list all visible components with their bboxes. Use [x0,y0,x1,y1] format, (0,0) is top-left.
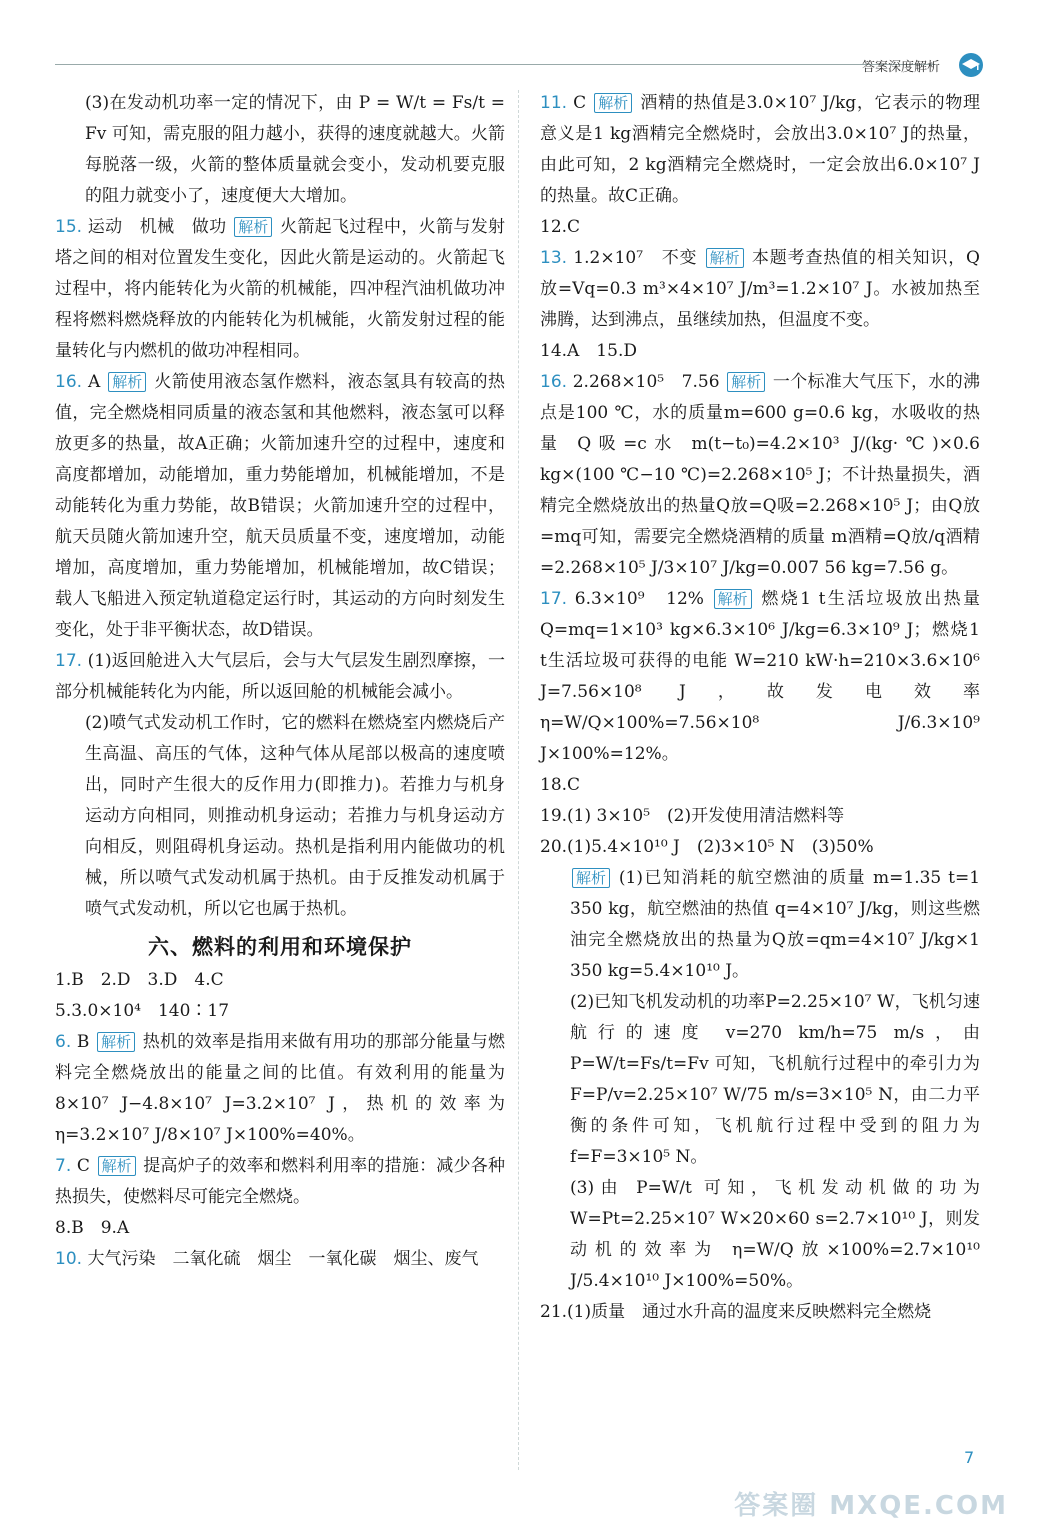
jiexi-tag: 解析 [108,372,146,392]
column-divider [518,90,519,1470]
jiexi-tag: 解析 [97,1032,135,1052]
answer-7: 7. C 解析 提高炉子的效率和燃料利用率的措施：减少各种热损失，使燃料尽可能完全燃烧。 [55,1156,506,1207]
answer-20: 20.(1)5.4×10¹⁰ J (2)3×10⁵ N (3)50% [540,837,874,857]
answers-8-9: 8.B 9.A [55,1218,130,1238]
watermark-logo: 答案圈 MXQE.COM [734,1491,1008,1521]
jiexi-tag: 解析 [706,248,744,268]
left-column [55,88,505,1275]
answer-11: 11. C 解析 酒精的热值是3.0×10⁷ J/kg，它表示的物理意义是1 kg酒精完全燃烧时，会放出3.0×10⁷ J的热量，由此可知，2 kg酒精完全燃烧时，一定会放出6.0×10⁷ J的热量。故C正确。 [540,93,981,206]
answer-12: 12.C [540,217,581,237]
right-column [540,88,980,1328]
section-title: 六、燃料的利用和环境保护 [148,935,412,959]
answers-14-15: 14.A 15.D [540,341,637,361]
jiexi-tag: 解析 [714,589,752,609]
answer-18: 18.C [540,775,581,795]
answer-10: 10. 大气污染 二氧化硫 烟尘 一氧化碳 烟尘、废气 [55,1249,479,1269]
answer-17: 17. (1)返回舱进入大气层后，会与大气层发生剧烈摩擦，一部分机械能转化为内能，所以返回舱的机械能会减小。 [55,651,505,702]
answer-5: 5.3.0×10⁴ 140∶17 [55,1001,230,1021]
jiexi-tag: 解析 [98,1156,136,1176]
answer-19: 19.(1) 3×10⁵ (2)开发使用清洁燃料等 [540,806,845,826]
answer-20-part1: 解析 (1)已知消耗的航空燃油的质量 m=1.35 t=1 350 kg，航空燃油的热值 q=4×10⁷ J/kg，则这些燃油完全燃烧放出的热量为Q放=qm=4×10⁷ J/kg×1 350 kg=5.4×10¹⁰ J。 [570,868,981,981]
graduation-cap-icon [958,52,984,78]
jiexi-tag: 解析 [234,217,272,237]
answer-16-right: 16. 2.268×10⁵ 7.56 解析 一个标准大气压下，水的沸点是100 ℃，水的质量m=600 g=0.6 kg，水吸收的热量 Q吸=c水 m(t−t₀)=4.2×10³ J/(kg·℃)×0.6 kg×(100 ℃−10 ℃)=2.268×10⁵ J；不计热量损失，酒精完全燃烧放出的热量Q放=Q吸=2.268×10⁵ J；由Q放=mq可知，需要完全燃烧酒精的质量 m酒精=Q放/q酒精=2.268×10⁵ J/3×10⁷ J/kg=0.007 56 kg=7.56 g。 [540,372,980,578]
answer-13: 13. 1.2×10⁷ 不变 解析 本题考查热值的相关知识，Q放=Vq=0.3 m³×4×10⁷ J/m³=1.2×10⁷ J。水被加热至沸腾，达到沸点，虽继续加热，但温度不变。 [540,248,980,330]
jiexi-tag: 解析 [594,93,632,113]
answer-15: 15. 运动 机械 做功 解析 火箭起飞过程中，火箭与发射塔之间的相对位置发生变化，因此火箭是运动的。火箭起飞过程中，将内能转化为火箭的机械能，四冲程汽油机做功冲程将燃料燃烧释放的内能转化为机械能，火箭发射过程的能量转化与内燃机的做功冲程相同。 [55,217,506,361]
answer-20-part3: (3)由 P=W/t 可知，飞机发动机做的功为 W=Pt=2.25×10⁷ W×20×60 s=2.7×10¹⁰ J，则发动机的效率为 η=W/Q放×100%=2.7×10¹⁰ J/5.4×10¹⁰ J×100%=50%。 [570,1178,980,1291]
answer-21: 21.(1)质量 通过水升高的温度来反映燃料完全燃烧 [540,1302,932,1322]
q14-part3: (3)在发动机功率一定的情况下，由 P = W/t = Fs/t = Fv 可知，需克服的阻力越小，获得的速度就越大。火箭每脱落一级，火箭的整体质量就会变小，发动机要克服的阻力就变小了，速度便大大增加。 [85,93,505,206]
page-number: 7 [964,1448,975,1467]
answer-17-right: 17. 6.3×10⁹ 12% 解析 燃烧1 t生活垃圾放出热量Q=mq=1×10³ kg×6.3×10⁶ J/kg=6.3×10⁹ J；燃烧1 t生活垃圾可获得的电能 W=210 kW·h=210×3.6×10⁶ J=7.56×10⁸ J，故发电效率 η=W/Q×100%=7.56×10⁸ J/6.3×10⁹ J×100%=12%。 [540,589,981,764]
answers-1-4: 1.B 2.D 3.D 4.C [55,970,224,990]
header-rule [55,64,935,65]
answer-17-part2: (2)喷气式发动机工作时，它的燃料在燃烧室内燃烧后产生高温、高压的气体，这种气体从尾部以极高的速度喷出，同时产生很大的反作用力(即推力)。若推力与机身运动方向相同，则推动机身运动；若推力与机身运动方向相反，则阻碍机身运动。热机是指利用内能做功的机械，所以喷气式发动机属于热机。由于反推发动机属于喷气式发动机，所以它也属于热机。 [85,713,505,919]
header-label: 答案深度解析 [862,60,941,75]
answer-16: 16. A 解析 火箭使用液态氢作燃料，液态氢具有较高的热值，完全燃烧相同质量的液态氢和其他燃料，液态氢可以释放更多的热量，故A正确；火箭加速升空的过程中，速度和高度都增加，动能增加，重力势能增加，机械能增加，不是动能转化为重力势能，故B错误；火箭加速升空的过程中，航天员随火箭加速升空，航天员质量不变，速度增加，动能增加，高度增加，重力势能增加，机械能增加，故C错误；载人飞船进入预定轨道稳定运行时，其运动的方向时刻发生变化，处于非平衡状态，故D错误。 [55,372,506,640]
jiexi-tag: 解析 [572,868,610,888]
answer-6: 6. B 解析 热机的效率是指用来做有用功的那部分能量与燃料完全燃烧放出的能量之间的比值。有效利用的能量为 8×10⁷ J−4.8×10⁷ J=3.2×10⁷ J，热机的效率为 η=3.2×10⁷ J/8×10⁷ J×100%=40%。 [55,1032,506,1145]
answer-20-part2: (2)已知飞机发动机的功率P=2.25×10⁷ W，飞机匀速航行的速度 v=270 km/h=75 m/s，由 P=W/t=Fs/t=Fv 可知，飞机航行过程中的牵引力为 F=P/v=2.25×10⁷ W/75 m/s=3×10⁵ N，由二力平衡的条件可知，飞机航行过程中受到的阻力为 f=F=3×10⁵ N。 [570,992,980,1167]
jiexi-tag: 解析 [727,372,765,392]
